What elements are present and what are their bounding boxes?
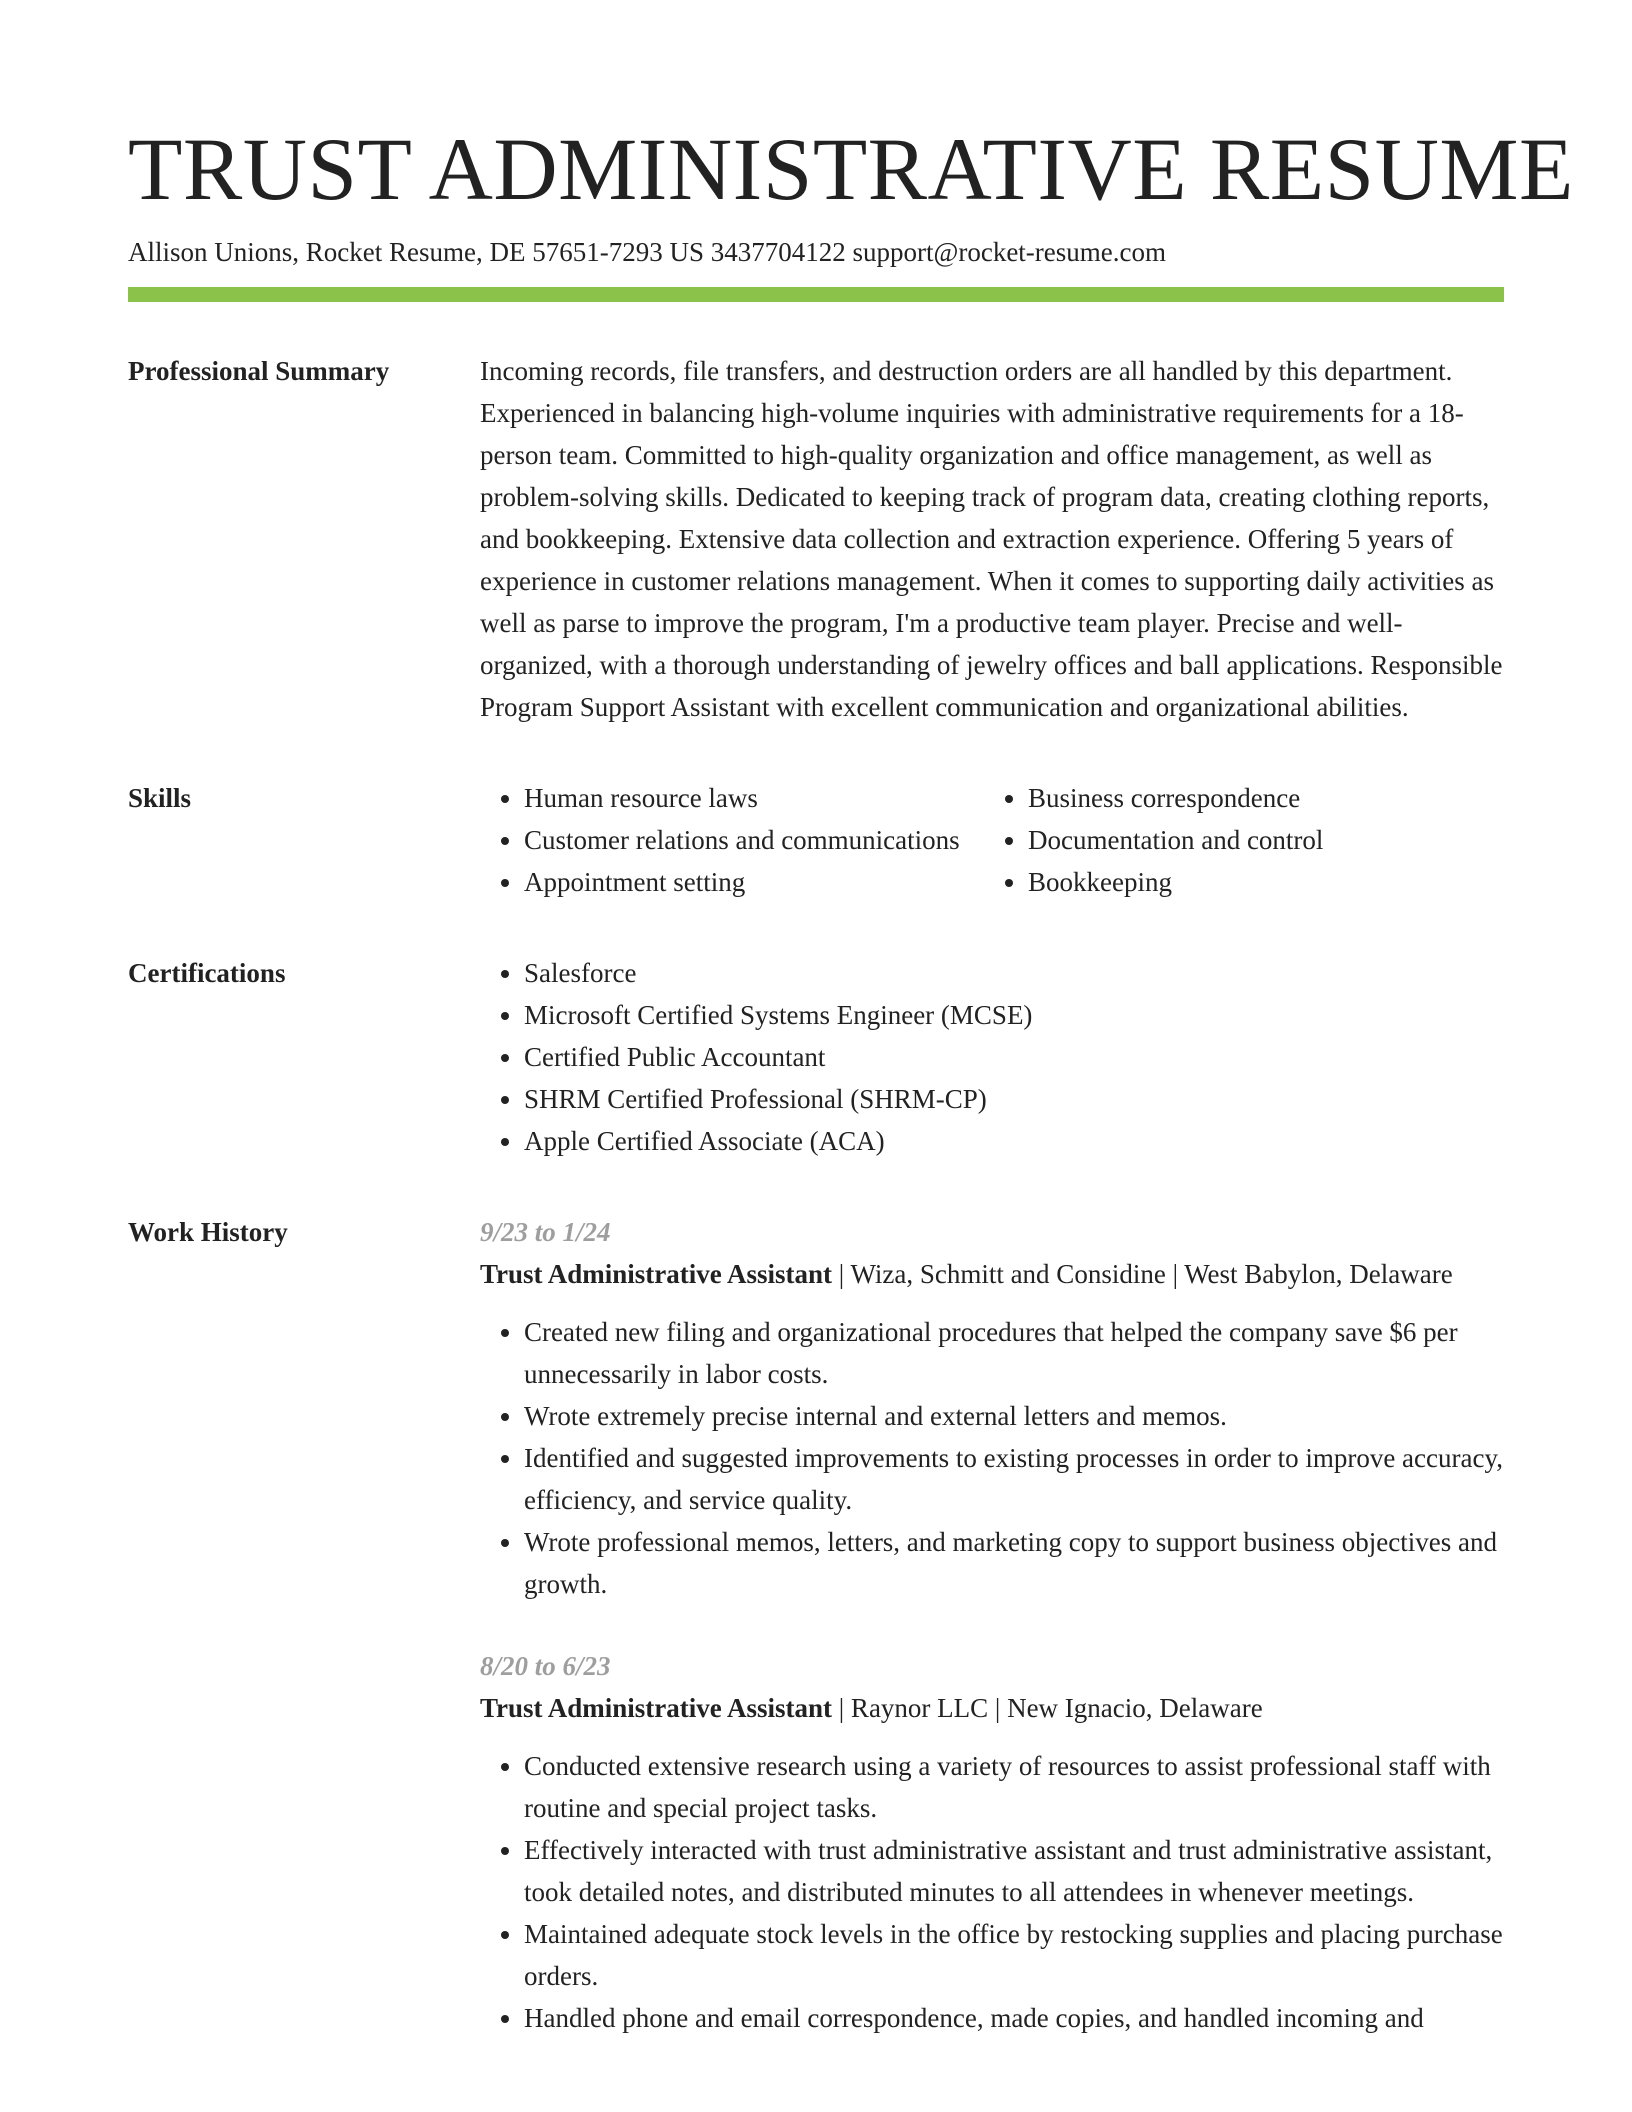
- job-heading: [480, 1253, 1504, 1295]
- certification-item: • Salesforce: [524, 952, 1504, 994]
- resume-title: TRUST ADMINISTRATIVE RESUME: [128, 121, 1574, 219]
- job-bullet: • Conducted extensive research using a variety of resources to assist professional staff with routine and special project tasks.: [524, 1745, 1504, 1829]
- section-label-work-history: Work History: [128, 1217, 288, 1247]
- job-bullet: • Identified and suggested improvements to existing processes in order to improve accuracy, efficiency, and service quality.: [524, 1437, 1504, 1521]
- job-entry: [480, 1211, 1504, 1605]
- job-bullet: • Handled phone and email correspondence, made copies, and handled incoming and: [524, 1997, 1504, 2039]
- skills-section: [128, 777, 1504, 903]
- job-dates: 9/23 to 1/24: [480, 1217, 611, 1247]
- accent-divider: [128, 287, 1504, 302]
- certification-item: • Certified Public Accountant: [524, 1036, 1504, 1078]
- skill-item: • Appointment setting: [524, 861, 984, 903]
- section-label-skills: Skills: [128, 783, 192, 813]
- certifications-list: [480, 952, 1504, 1162]
- skills-list-left: [480, 777, 984, 903]
- job-details: | Raynor LLC | New Ignacio, Delaware: [832, 1693, 1263, 1723]
- certification-item: • Apple Certified Associate (ACA): [524, 1120, 1504, 1162]
- job-title: Trust Administrative Assistant: [480, 1259, 833, 1289]
- contact-line: Allison Unions, Rocket Resume, DE 57651-7293 US 3437704122 support@rocket-resume.com: [128, 237, 1166, 267]
- work-history-section: [128, 1211, 1504, 2039]
- skill-item: • Business correspondence: [1028, 777, 1504, 819]
- job-bullet: • Created new filing and organizational procedures that helped the company save $6 per unnecessarily in labor costs.: [524, 1311, 1504, 1395]
- skill-item: • Human resource laws: [524, 777, 984, 819]
- job-bullet: • Effectively interacted with trust administrative assistant and trust administrative assistant, took detailed notes, and distributed minutes to all attendees in whenever meetings.: [524, 1829, 1504, 1913]
- skills-list-right: [984, 777, 1504, 903]
- job-entry: [480, 1645, 1504, 2039]
- job-bullet: • Wrote extremely precise internal and external letters and memos.: [524, 1395, 1504, 1437]
- certifications-section: [128, 952, 1504, 1162]
- job-bullets: [480, 1745, 1504, 2039]
- section-label-summary: Professional Summary: [128, 356, 390, 386]
- professional-summary-section: [128, 350, 1504, 728]
- skill-item: • Bookkeeping: [1028, 861, 1504, 903]
- job-details: | Wiza, Schmitt and Considine | West Babylon, Delaware: [832, 1259, 1453, 1289]
- skill-item: • Documentation and control: [1028, 819, 1504, 861]
- job-bullets: [480, 1311, 1504, 1605]
- job-dates: 8/20 to 6/23: [480, 1651, 611, 1681]
- summary-text: Incoming records, file transfers, and destruction orders are all handled by this department. Experienced in balancing high-volume inquiries with administrative requirements for a 18-person team. Committed to high-quality organization and office management, as well as problem-solving skills. Dedicated to keeping track of program data, creating clothing reports, and bookkeeping. Extensive data collection and extraction experience. Offering 5 years of experience in customer relations management. When it comes to supporting daily activities as well as parse to improve the program, I'm a productive team player. Precise and well-organized, with a thorough understanding of jewelry offices and ball applications. Responsible Program Support Assistant with excellent communication and organizational abilities.: [480, 356, 1503, 722]
- job-bullet: • Wrote professional memos, letters, and marketing copy to support business objectives and growth.: [524, 1521, 1504, 1605]
- job-title: Trust Administrative Assistant: [480, 1693, 833, 1723]
- resume-page: [128, 118, 1574, 2039]
- job-heading: [480, 1687, 1504, 1729]
- section-label-certifications: Certifications: [128, 958, 286, 988]
- certification-item: • SHRM Certified Professional (SHRM-CP): [524, 1078, 1504, 1120]
- skill-item: • Customer relations and communications: [524, 819, 984, 861]
- job-bullet: • Maintained adequate stock levels in the office by restocking supplies and placing purchase orders.: [524, 1913, 1504, 1997]
- certification-item: • Microsoft Certified Systems Engineer (MCSE): [524, 994, 1504, 1036]
